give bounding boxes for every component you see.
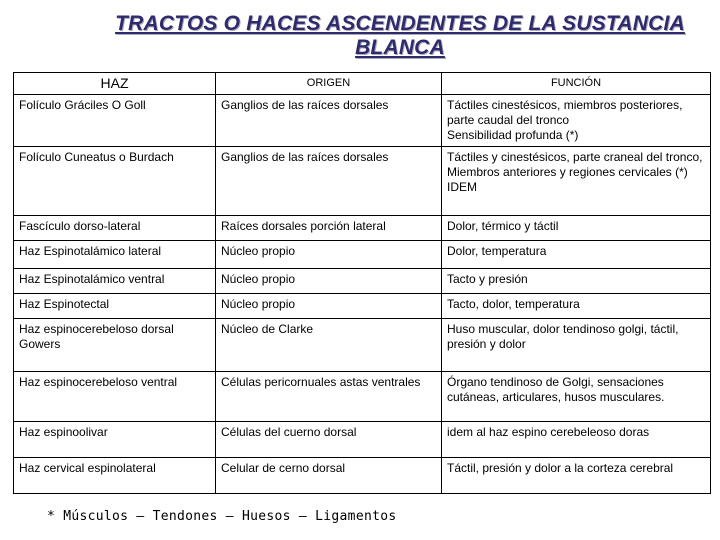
cell-haz: Haz cervical espinolateral xyxy=(14,458,216,494)
cell-origen: Células del cuerno dorsal xyxy=(216,422,442,458)
funcion-line: Táctiles cinestésicos, miembros posteriores, parte caudal del tronco xyxy=(447,98,683,127)
cell-origen: Núcleo propio xyxy=(216,241,442,269)
cell-haz: Folículo Gráciles O Goll xyxy=(14,95,216,147)
cell-haz: Haz Espinotalámico lateral xyxy=(14,241,216,269)
cell-origen: Ganglios de las raíces dorsales xyxy=(216,95,442,147)
cell-origen: Ganglios de las raíces dorsales xyxy=(216,147,442,216)
funcion-line: Dolor, térmico y táctil xyxy=(447,219,559,233)
table-row xyxy=(14,147,711,216)
cell-haz: Haz Espinotectal xyxy=(14,294,216,319)
cell-haz: Folículo Cuneatus o Burdach xyxy=(14,147,216,216)
cell-funcion xyxy=(442,269,711,294)
cell-haz: Haz Espinotalámico ventral xyxy=(14,269,216,294)
funcion-line: Huso muscular, dolor tendinoso golgi, táctil, presión y dolor xyxy=(447,322,679,351)
cell-funcion xyxy=(442,294,711,319)
cell-funcion xyxy=(442,372,711,422)
header-funcion: FUNCIÓN xyxy=(442,73,711,95)
cell-funcion xyxy=(442,458,711,494)
cell-funcion xyxy=(442,319,711,372)
cell-haz: Haz espinocerebeloso dorsal Gowers xyxy=(14,319,216,372)
funcion-line: Tacto y presión xyxy=(447,272,528,286)
cell-origen: Raíces dorsales porción lateral xyxy=(216,216,442,241)
cell-origen: Núcleo de Clarke xyxy=(216,319,442,372)
cell-haz: Fascículo dorso-lateral xyxy=(14,216,216,241)
table-row xyxy=(14,269,711,294)
cell-funcion xyxy=(442,216,711,241)
table-row xyxy=(14,422,711,458)
funcion-line: Sensibilidad profunda (*) xyxy=(447,128,579,142)
table-row xyxy=(14,372,711,422)
funcion-line: Táctiles y cinestésicos, parte craneal del tronco, xyxy=(447,150,703,164)
cell-funcion xyxy=(442,147,711,216)
funcion-line: Miembros anteriores y regiones cervicales (*) IDEM xyxy=(447,165,688,194)
cell-origen: Núcleo propio xyxy=(216,294,442,319)
table-row xyxy=(14,458,711,494)
page-title xyxy=(60,12,720,60)
footnote: * Músculos – Tendones – Huesos – Ligamentos xyxy=(47,509,397,524)
cell-haz: Haz espinocerebeloso ventral xyxy=(14,372,216,422)
cell-funcion xyxy=(442,422,711,458)
table-row xyxy=(14,95,711,147)
cell-origen: Núcleo propio xyxy=(216,269,442,294)
header-haz: HAZ xyxy=(14,73,216,95)
cell-origen: Celular de cerno dorsal xyxy=(216,458,442,494)
funcion-line: idem al haz espino cerebeleoso doras xyxy=(447,425,650,439)
funcion-line: Órgano tendinoso de Golgi, sensaciones cutáneas, articulares, husos musculares. xyxy=(447,375,665,404)
table-row xyxy=(14,319,711,372)
table-row xyxy=(14,241,711,269)
funcion-line: Táctil, presión y dolor a la corteza cerebral xyxy=(447,461,674,475)
title-line-2: BLANCA xyxy=(355,36,445,59)
tracts-table xyxy=(13,72,711,494)
table-row xyxy=(14,294,711,319)
cell-funcion xyxy=(442,95,711,147)
table-row xyxy=(14,216,711,241)
funcion-line: Tacto, dolor, temperatura xyxy=(447,297,580,311)
header-origen: ORIGEN xyxy=(216,73,442,95)
funcion-line: Dolor, temperatura xyxy=(447,244,547,258)
cell-funcion xyxy=(442,241,711,269)
cell-haz: Haz espinoolivar xyxy=(14,422,216,458)
header-row xyxy=(14,73,711,95)
cell-origen: Células pericornuales astas ventrales xyxy=(216,372,442,422)
title-line-1: TRACTOS O HACES ASCENDENTES DE LA SUSTANCIA xyxy=(115,12,685,35)
